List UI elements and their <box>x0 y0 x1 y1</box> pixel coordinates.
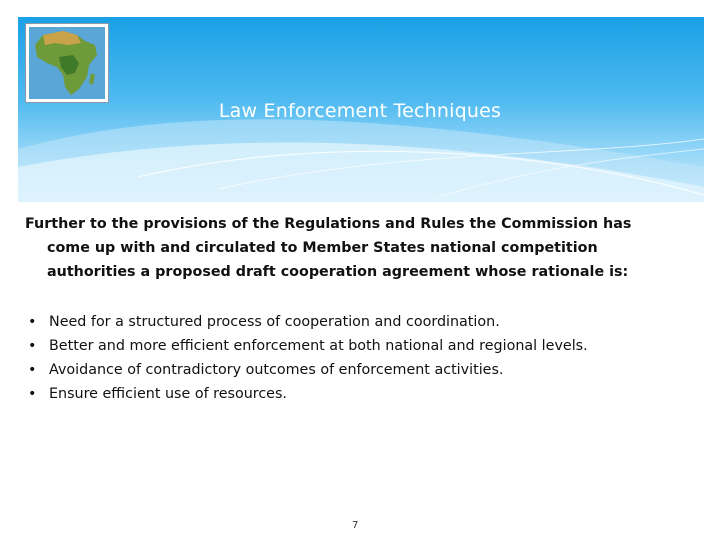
list-item <box>25 382 705 406</box>
bullet-icon: • <box>28 338 37 354</box>
intro-line: come up with and circulated to Member States national competition <box>47 240 598 256</box>
list-item <box>25 334 705 358</box>
page-number: 7 <box>352 520 359 531</box>
list-item-text: Ensure efficient use of resources. <box>49 386 287 402</box>
list-item <box>25 310 705 334</box>
africa-map-icon <box>25 23 109 103</box>
list-item-text: Better and more efficient enforcement at both national and regional levels. <box>49 338 588 354</box>
intro-line: authorities a proposed draft cooperation agreement whose rationale is: <box>47 264 629 280</box>
intro-line: Further to the provisions of the Regulations and Rules the Commission has <box>25 216 632 232</box>
slide-title: Law Enforcement Techniques <box>218 100 502 122</box>
list-item-text: Avoidance of contradictory outcomes of enforcement activities. <box>49 362 504 378</box>
list-item-text: Need for a structured process of cooperation and coordination. <box>49 314 500 330</box>
bullet-icon: • <box>28 362 37 378</box>
bullet-icon: • <box>28 314 37 330</box>
list-item <box>25 358 705 382</box>
intro-paragraph <box>25 212 695 284</box>
bullet-icon: • <box>28 386 37 402</box>
rationale-list <box>25 310 705 406</box>
